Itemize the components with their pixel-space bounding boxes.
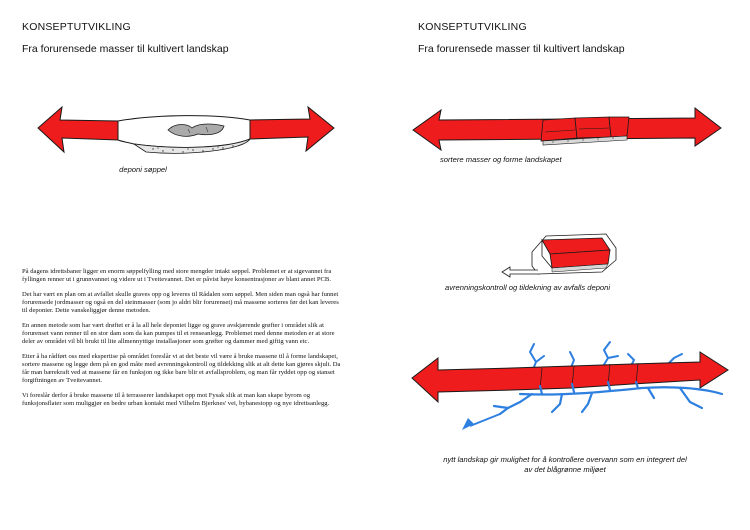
caption-landskap: nytt landskap gir mulighet for å kontrollere overvann som en integrert del av det blågrønne miljøet <box>443 455 687 474</box>
blue-arrowhead <box>462 418 474 430</box>
left-subtitle: Fra forurensede masser til kultivert landskap <box>22 43 229 55</box>
caption-sortere: sortere masser og forme landskapet <box>440 155 562 164</box>
caption-avrenning: avrenningskontroll og tildekning av avfalls deponi <box>445 283 611 292</box>
right-subtitle: Fra forurensede masser til kultivert landskap <box>418 43 625 55</box>
sorted-masses-arrow-diagram <box>413 108 723 158</box>
left-header: KONSEPTUTVIKLING <box>22 21 131 33</box>
runoff-control-diagram <box>502 232 622 282</box>
new-landscape-diagram <box>412 338 732 438</box>
body-paragraph: Det har vært en plan om at avfallet skulle graves opp og leveres til Rådalen som søppel. Men siden man også har funnet forurensede jordmasser og også en del steinmasser (som jo aldri blir forurenset) må massene sorteres før det kan leveres til deponier. Dette vanskeliggjør denne metoden. <box>22 291 339 314</box>
body-paragraph: På dagens idrettsbaner ligger en enorm søppelfylling med store mengder intakt søppel. Problemet er at sigevannet fra fyllingen renner ut i grunnvannet og videre ut i Tveitevannet. Det er påvist høye konsentrasjoner av blant annet PCB. <box>22 268 332 283</box>
body-paragraph: Etter å ha rådført oss med ekspertise på området foreslår vi at det beste vil være å bruke massene til å forme landskapet, sortere massene og legge dem på en god måte med avrenningskontroll og tildekking slik at alt dette kan gjøres skjult. Da får man bærekraft ved at massene får en funksjon og ikke bare blir et avfallsproblem, og man får ryddet opp og stanset forgiftningen av Tveitevannet. <box>22 353 341 384</box>
body-paragraph: En annen metode som har vært drøftet er å la all hele deponiet ligge og grave avskjærende grøfter i området slik at forurenset vann renner til en stor dam som da kan pumpes til et renseanlegg. Problemet med denne metoden er at store deler av området vil bli brukt til lite allmennyttige installasjoner som grøfter og dammer med giftig vann etc. <box>22 322 335 345</box>
body-paragraph: Vi foreslår derfor å bruke massene til å terrasserer landskapet opp mot Fysak slik at man kan skape byrom og funksjonsflater som muliggjør en bedre urban kontakt med Vilhelm Bjerknes' vei, bybanestopp og nye idrettsanlegg. <box>22 392 330 407</box>
red-double-arrow-left <box>38 107 118 152</box>
red-double-arrow-right <box>250 107 334 151</box>
left-body-text <box>22 268 342 415</box>
landfill-arrow-diagram <box>38 104 338 164</box>
right-header: KONSEPTUTVIKLING <box>418 21 527 33</box>
caption-deponi: deponi søppel <box>119 165 167 174</box>
